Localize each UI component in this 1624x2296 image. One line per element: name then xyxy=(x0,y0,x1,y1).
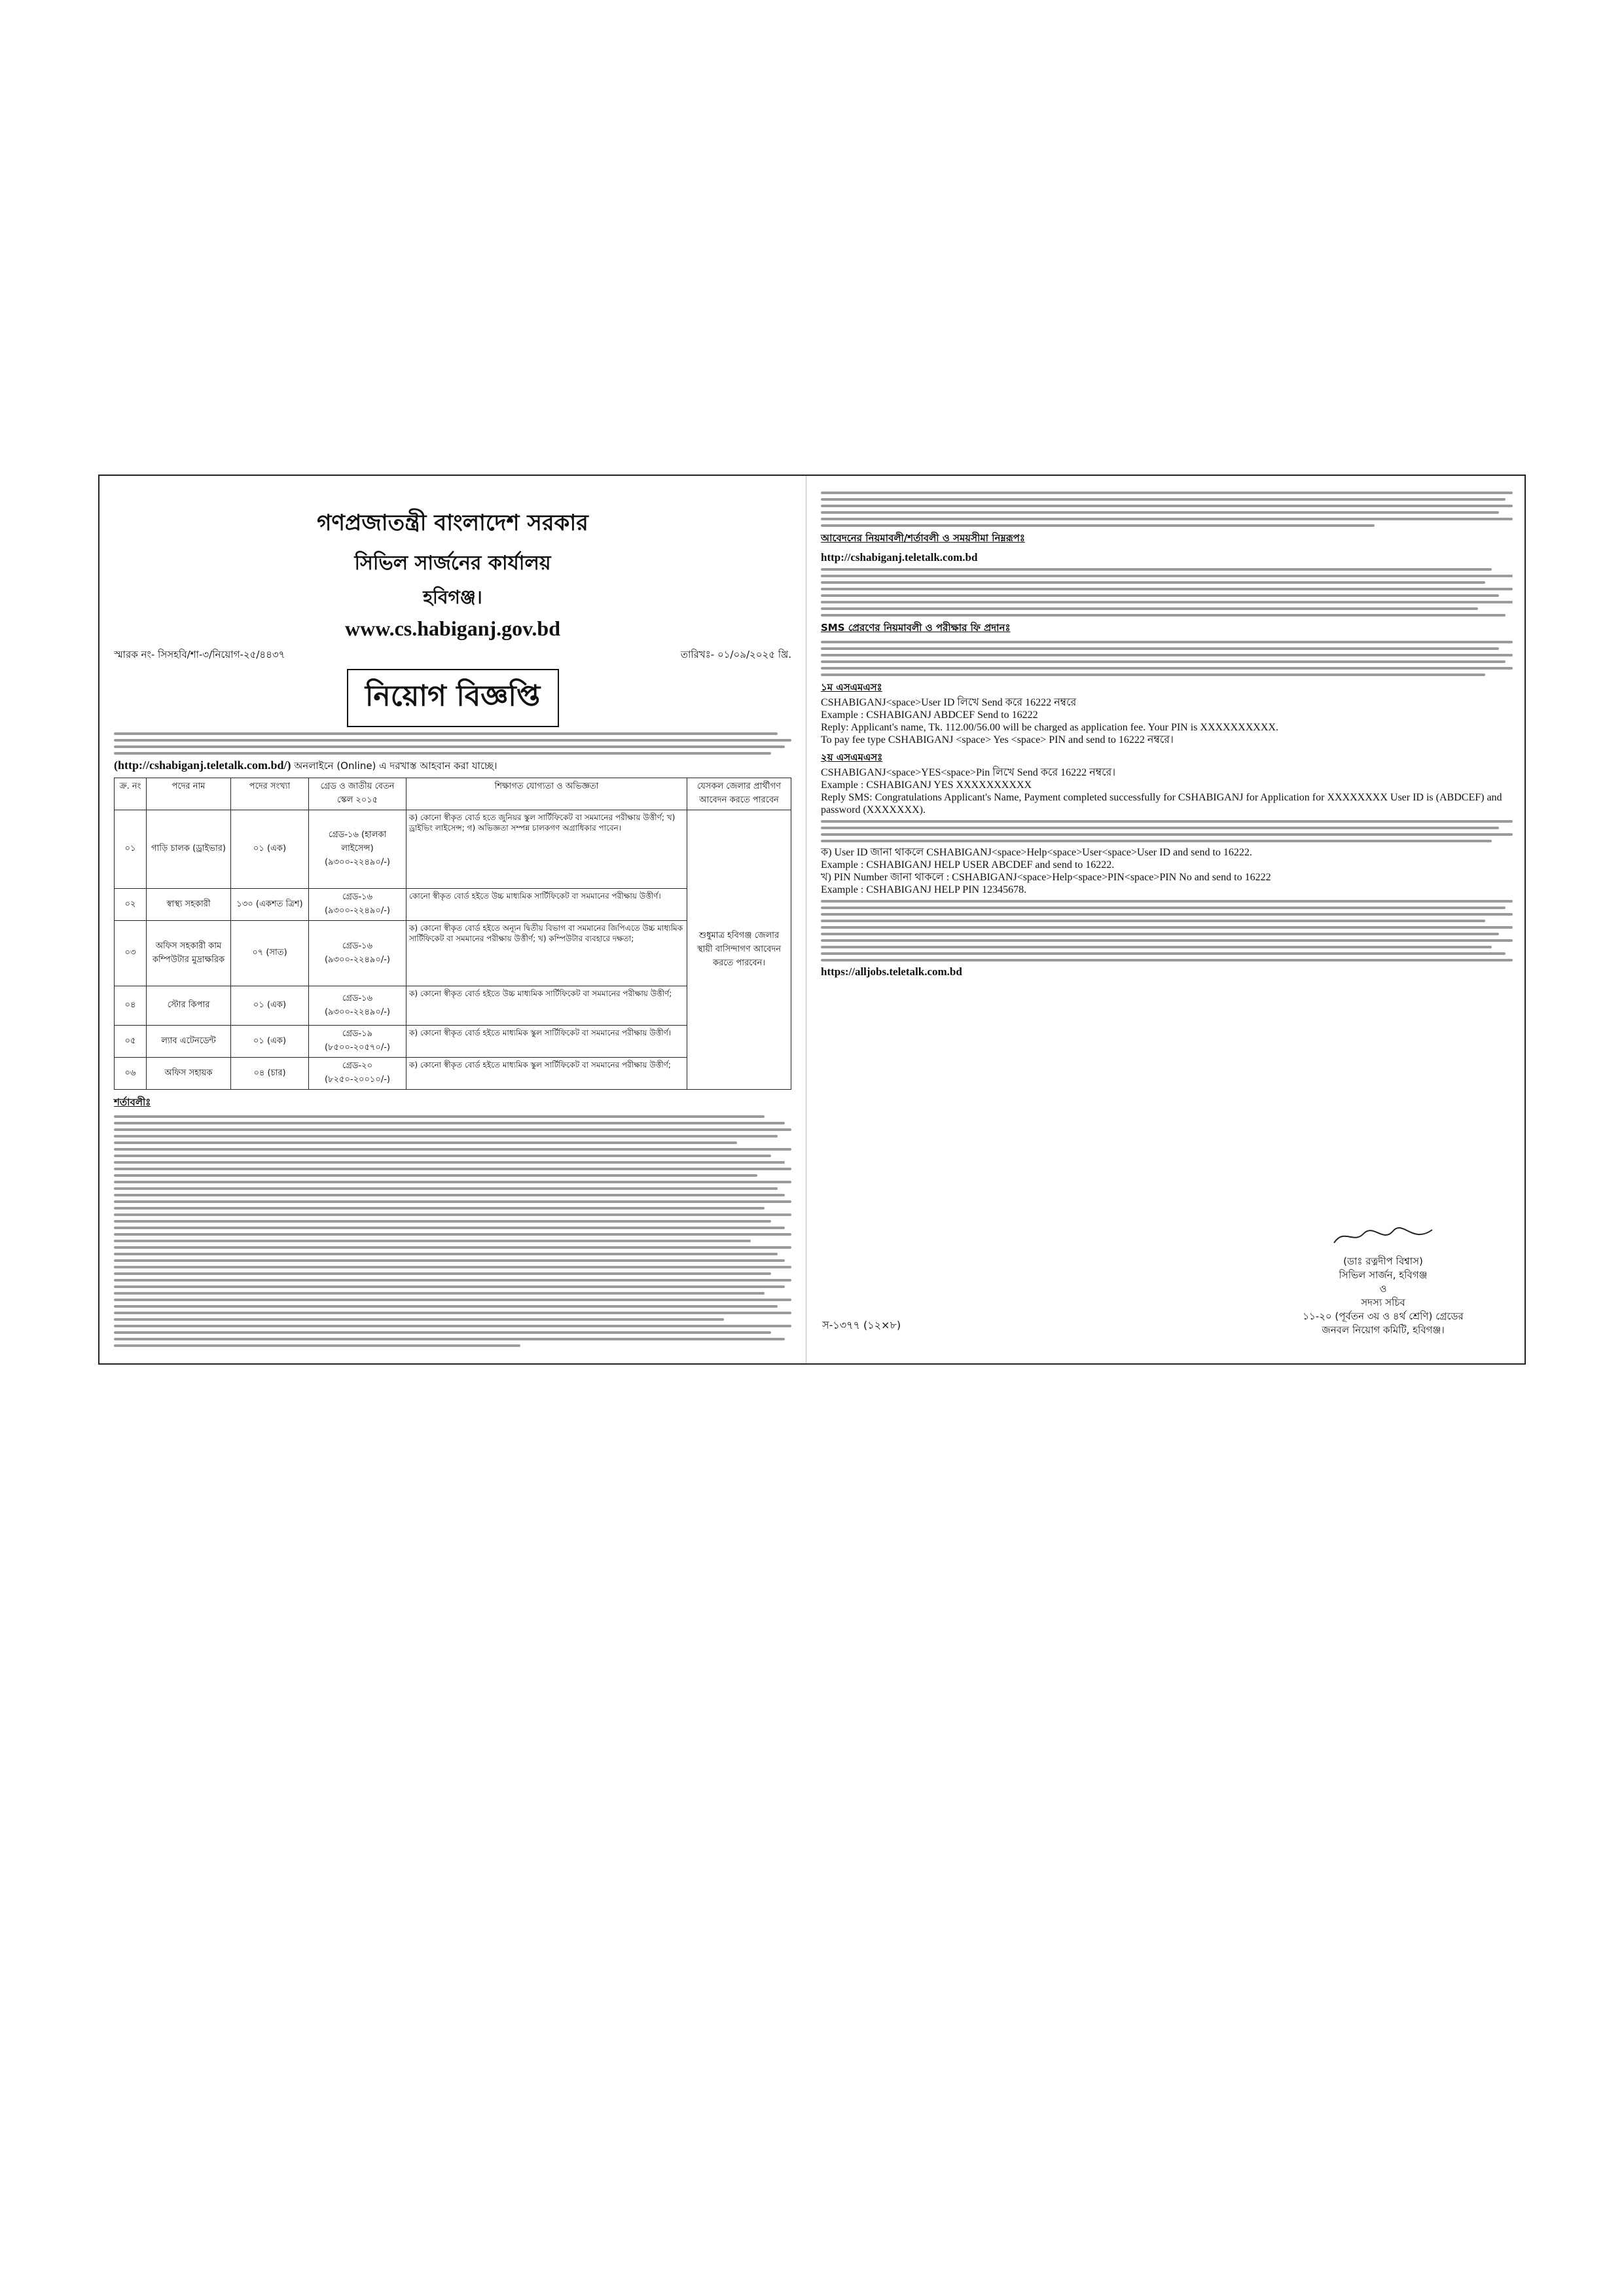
col-header-post: পদের নাম xyxy=(147,778,231,810)
recovery-line: ক) User ID জানা থাকলে CSHABIGANJ<space>Help<space>User<space>User ID and send to 16222. xyxy=(821,847,1252,858)
apply-url-tail: অনলাইনে (Online) এ দরখাস্ত আহবান করা যাচ্ছে। xyxy=(294,760,497,772)
recovery-line: Example : CSHABIGANJ HELP PIN 12345678. xyxy=(821,884,1027,895)
intro-text-lines xyxy=(114,732,791,755)
cell-qualification: ক) কোনো স্বীকৃত বোর্ড হইতে মাধ্যমিক স্কুল সার্টিফিকেট বা সমমানের পরীক্ষায় উত্তীর্ণ; xyxy=(406,1058,687,1090)
memo-line xyxy=(114,647,791,664)
memo-date: তারিখঃ- ০১/০৯/২০২৫ খ্রি. xyxy=(680,649,791,660)
sms1-line: Reply: Applicant's name, Tk. 112.00/56.00 will be charged as application fee. Your PIN is XXXXXXXXXX. xyxy=(821,722,1278,733)
right-mid-text-lines xyxy=(821,820,1513,842)
cell-serial: ০২ xyxy=(115,889,147,921)
sms1-line: To pay fee type CSHABIGANJ <space> Yes <space> PIN and send to 16222 নম্বরে। xyxy=(821,734,1174,745)
cell-grade: গ্রেড-১৬ (৯৩০০-২২৪৯০/-) xyxy=(309,986,406,1026)
committee-line-2: জনবল নিয়োগ কমিটি, হবিগঞ্জ। xyxy=(1322,1324,1445,1336)
apply-url[interactable]: (http://cshabiganj.teletalk.com.bd/) xyxy=(114,759,291,772)
cell-post: স্বাস্থ্য সহকারী xyxy=(147,889,231,921)
cell-count: ১৩০ (একশত ত্রিশ) xyxy=(231,889,309,921)
intro-paragraph xyxy=(114,732,791,772)
sms1-line: Example : CSHABIGANJ ABDCEF Send to 16222 xyxy=(821,709,1038,721)
cell-grade: গ্রেড-২০ (৮২৫০-২০০১০/-) xyxy=(309,1058,406,1090)
sms2-line: CSHABIGANJ<space>YES<space>Pin লিখে Send করে 16222 নম্বরে। xyxy=(821,767,1116,778)
signature-mark xyxy=(1331,1225,1435,1248)
signature-block xyxy=(1265,1225,1501,1337)
cell-post: অফিস সহকারী কাম কম্পিউটার মুদ্রাক্ষরিক xyxy=(147,921,231,986)
notice-title: নিয়োগ বিজ্ঞপ্তি xyxy=(347,669,559,727)
sms1-line: CSHABIGANJ<space>User ID লিখে Send করে 16222 নম্বরে xyxy=(821,697,1077,708)
cell-post: স্টোর কিপার xyxy=(147,986,231,1026)
signatory-role: সদস্য সচিব xyxy=(1361,1297,1405,1308)
sms-rules-heading: SMS প্রেরণের নিয়মাবলী ও পরীক্ষার ফি প্রদানঃ xyxy=(821,622,1011,634)
sms1-heading: ১ম এসএমএসঃ xyxy=(821,681,882,693)
alljobs-url[interactable]: https://alljobs.teletalk.com.bd xyxy=(821,965,962,978)
recovery-line: Example : CSHABIGANJ HELP USER ABCDEF and send to 16222. xyxy=(821,859,1115,870)
left-column xyxy=(99,476,806,1363)
memo-number: স্মারক নং- সিসহবি/শা-৩/নিয়োগ-২৫/৪৪৩৭ xyxy=(114,649,285,660)
sms-rules-lines xyxy=(821,641,1513,676)
sms2-heading: ২য় এসএমএসঃ xyxy=(821,751,883,763)
application-rules-heading: আবেদনের নিয়মাবলী/শর্তাবলী ও সময়সীমা নিম্নরূপঃ xyxy=(821,532,1025,544)
cell-qualification: ক) কোনো স্বীকৃত বোর্ড হতে জুনিয়র স্কুল সার্টিফিকেট বা সমমানের পরীক্ষায় উত্তীর্ণ; খ) ড্রাইভিং লাইসেন্স; গ) অভিজ্ঞতা সম্পন্ন চালকগণ অগ্রাধিকার পাবেন। xyxy=(406,810,687,889)
cell-grade: গ্রেড-১৬ (৯৩০০-২২৪৯০/-) xyxy=(309,921,406,986)
cell-count: ০৭ (সাত) xyxy=(231,921,309,986)
cell-serial: ০৪ xyxy=(115,986,147,1026)
signatory-name: (ডাঃ রত্নদীপ বিশ্বাস) xyxy=(1343,1255,1423,1267)
cell-count: ০১ (এক) xyxy=(231,1026,309,1058)
cell-count: ০১ (এক) xyxy=(231,986,309,1026)
cell-count: ০৪ (চার) xyxy=(231,1058,309,1090)
sms2-line: Reply SMS: Congratulations Applicant's Name, Payment completed successfully for CSHABIGANJ for Application for XXXXXXXX User ID is (ABDCEF) and password (XXXXXXX). xyxy=(821,792,1502,816)
cell-post: ল্যাব এটেনডেন্ট xyxy=(147,1026,231,1058)
cell-serial: ০১ xyxy=(115,810,147,889)
office-website[interactable]: www.cs.habiganj.gov.bd xyxy=(345,617,560,640)
cell-grade: গ্রেড-১৬ (৯৩০০-২২৪৯০/-) xyxy=(309,889,406,921)
cell-serial: ০৫ xyxy=(115,1026,147,1058)
signatory-designation: সিভিল সার্জন, হবিগঞ্জ xyxy=(1339,1269,1428,1281)
sms1-block xyxy=(821,696,1513,746)
cell-qualification: ক) কোনো স্বীকৃত বোর্ড হইতে অন্যূন দ্বিতীয় বিভাগ বা সমমানের জিপিএতে উচ্চ মাধ্যমিক সার্টিফিকেট বা সমমানের পরীক্ষায় উত্তীর্ণ; খ) কম্পিউটার ব্যবহারে দক্ষতা; xyxy=(406,921,687,986)
vacancy-table xyxy=(114,778,791,1090)
cell-post: অফিস সহায়ক xyxy=(147,1058,231,1090)
notice-header xyxy=(114,506,791,641)
sms2-block xyxy=(821,766,1513,816)
conditions-text-lines xyxy=(114,1115,791,1347)
col-header-eligible-districts: যেসকল জেলার প্রার্থীগণ আবেদন করতে পারবেন xyxy=(687,778,791,810)
cell-post: গাড়ি চালক (ড্রাইভার) xyxy=(147,810,231,889)
cell-serial: ০৬ xyxy=(115,1058,147,1090)
notice-sheet xyxy=(98,475,1526,1365)
cell-serial: ০৩ xyxy=(115,921,147,986)
cell-eligibility: শুধুমাত্র হবিগঞ্জ জেলার স্থায়ী বাসিন্দাগণ আবেদন করতে পারবেন। xyxy=(687,810,791,1090)
committee-line-1: ১১-২০ (পূর্বতন ৩য় ও ৪র্থ শ্রেণি) গ্রেডের xyxy=(1303,1310,1464,1322)
col-header-count: পদের সংখ্যা xyxy=(231,778,309,810)
col-header-grade: গ্রেড ও জাতীয় বেতন স্কেল ২০১৫ xyxy=(309,778,406,810)
signatory-and: ও xyxy=(1379,1283,1387,1295)
table-row xyxy=(115,810,791,889)
office-name: সিভিল সার্জনের কার্যালয় xyxy=(354,552,551,575)
govt-title: গণপ্রজাতন্ত্রী বাংলাদেশ সরকার xyxy=(317,510,588,536)
application-rules-lines xyxy=(821,568,1513,617)
recovery-block xyxy=(821,846,1513,896)
cell-grade: গ্রেড-১৯ (৮৫০০-২০৫৭০/-) xyxy=(309,1026,406,1058)
cell-qualification: ক) কোনো স্বীকৃত বোর্ড হইতে মাধ্যমিক স্কুল সার্টিফিকেট বা সমমানের পরীক্ষায় উত্তীর্ণ। xyxy=(406,1026,687,1058)
office-location: হবিগঞ্জ। xyxy=(423,586,482,608)
right-column xyxy=(806,476,1527,1363)
cell-qualification: ক) কোনো স্বীকৃত বোর্ড হইতে উচ্চ মাধ্যমিক সার্টিফিকেট বা সমমানের পরীক্ষায় উত্তীর্ণ; xyxy=(406,986,687,1026)
footer-code: স-১৩৭৭ (১২×৮) xyxy=(822,1319,901,1331)
conditions-heading: শর্তাবলীঃ xyxy=(114,1096,151,1108)
col-header-qualification: শিক্ষাগত যোগ্যতা ও অভিজ্ঞতা xyxy=(406,778,687,810)
cell-qualification: কোনো স্বীকৃত বোর্ড হইতে উচ্চ মাধ্যমিক সার্টিফিকেট বা সমমানের পরীক্ষায় উত্তীর্ণ। xyxy=(406,889,687,921)
recovery-line: খ) PIN Number জানা থাকলে : CSHABIGANJ<space>Help<space>PIN<space>PIN No and send to 16222 xyxy=(821,872,1271,883)
sms2-line: Example : CSHABIGANJ YES XXXXXXXXXX xyxy=(821,780,1032,791)
col-header-serial: ক্র. নং xyxy=(115,778,147,810)
right-bottom-text-lines xyxy=(821,900,1513,961)
cell-grade: গ্রেড-১৬ (হালকা লাইসেন্স) (৯৩০০-২২৪৯০/-) xyxy=(309,810,406,889)
right-top-text-lines xyxy=(821,492,1513,527)
portal-url[interactable]: http://cshabiganj.teletalk.com.bd xyxy=(821,551,978,564)
vacancy-table-header xyxy=(115,778,791,810)
cell-count: ০১ (এক) xyxy=(231,810,309,889)
